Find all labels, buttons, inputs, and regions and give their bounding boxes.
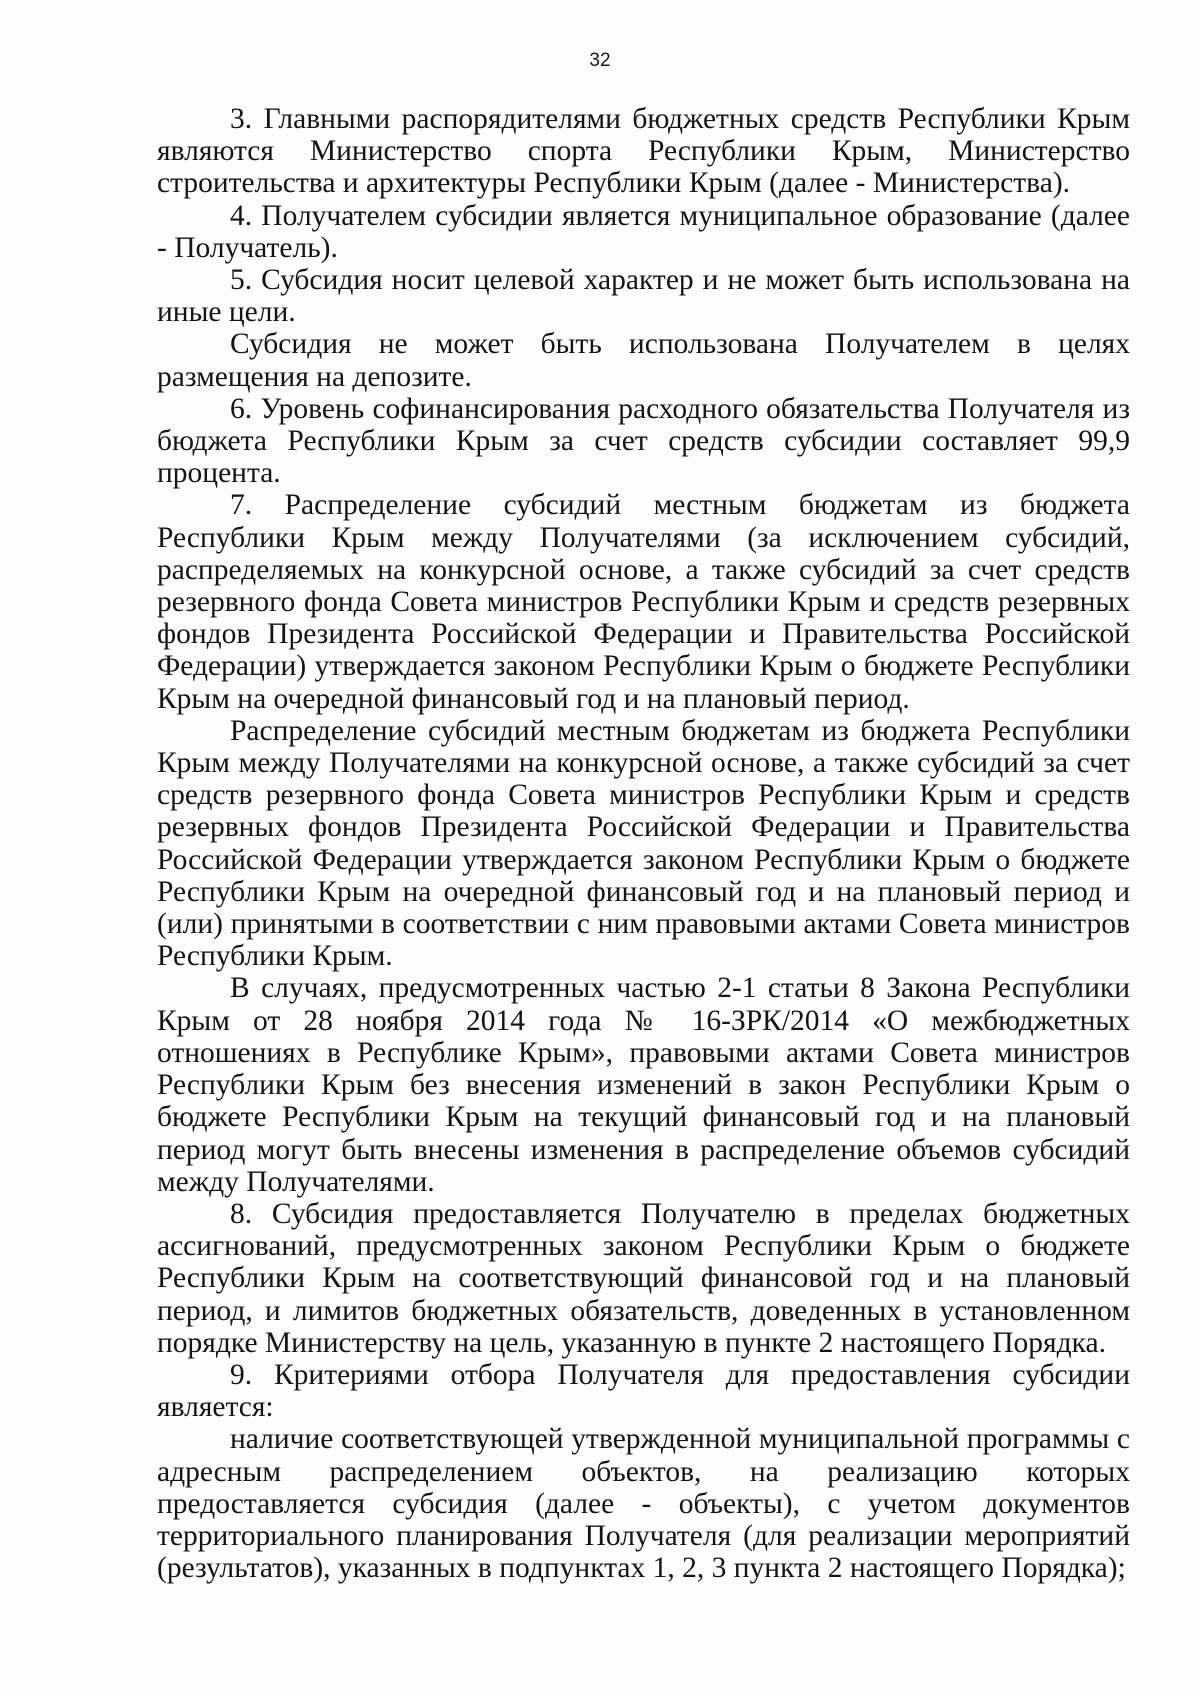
paragraph-5-deposit: Субсидия не может быть использована Получателем в целях размещения на депозите.	[157, 328, 1130, 393]
paragraph-5: 5. Субсидия носит целевой характер и не может быть использована на иные цели.	[157, 264, 1130, 329]
document-body	[157, 103, 1130, 1584]
paragraph-7: 7. Распределение субсидий местным бюджетам из бюджета Республики Крым между Получателями (за исключением субсидий, распределяемых на конкурсной основе, а также субсидий за счет средств резервного фонда Совета министров Республики Крым и средств резервных фондов Президента Российской Федерации и Правительства Российской Федерации) утверждается законом Республики Крым о бюджете Республики Крым на очередной финансовый год и на плановый период.	[157, 489, 1130, 715]
paragraph-6: 6. Уровень софинансирования расходного обязательства Получателя из бюджета Республики Крым за счет средств субсидии составляет 99,9 процента.	[157, 392, 1130, 490]
paragraph-7-competitive: Распределение субсидий местным бюджетам из бюджета Республики Крым между Получателями на конкурсной основе, а также субсидий за счет средств резервного фонда Совета министров Республики Крым и средств резервных фондов Президента Российской Федерации и Правительства Российской Федерации утверждается законом Республики Крым о бюджете Республики Крым на очередной финансовый год и на плановый период и (или) принятыми в соответствии с ним правовыми актами Совета министров Республики Крым.	[157, 714, 1130, 973]
paragraph-3: 3. Главными распорядителями бюджетных средств Республики Крым являются Министерство спорта Республики Крым, Министерство строительства и архитектуры Республики Крым (далее - Министерства).	[157, 103, 1130, 200]
paragraph-7-cases: В случаях, предусмотренных частью 2-1 статьи 8 Закона Республики Крым от 28 ноября 2014 года № 16-ЗРК/2014 «О межбюджетных отношениях в Республике Крым», правовыми актами Совета министров Республики Крым без внесения изменений в закон Республики Крым о бюджете Республики Крым на текущий финансовый год и на плановый период могут быть внесены изменения в распределение объемов субсидий между Получателями.	[157, 972, 1130, 1198]
page-number: 32	[589, 50, 611, 71]
paragraph-9-criterion: наличие соответствующей утвержденной муниципальной программы с адресным распределением объектов, на реализацию которых предоставляется субсидия (далее - объекты), с учетом документов территориального планирования Получателя (для реализации мероприятий (результатов), указанных в подпунктах 1, 2, 3 пункта 2 настоящего Порядка);	[157, 1423, 1130, 1585]
paragraph-8: 8. Субсидия предоставляется Получателю в пределах бюджетных ассигнований, предусмотренных законом Республики Крым о бюджете Республики Крым на соответствующий финансовой год и на плановый период, и лимитов бюджетных обязательств, доведенных в установленном порядке Министерству на цель, указанную в пункте 2 настоящего Порядка.	[157, 1197, 1130, 1359]
paragraph-4: 4. Получателем субсидии является муниципальное образование (далее - Получатель).	[157, 199, 1130, 264]
paragraph-9: 9. Критериями отбора Получателя для предоставления субсидии является:	[157, 1358, 1130, 1424]
